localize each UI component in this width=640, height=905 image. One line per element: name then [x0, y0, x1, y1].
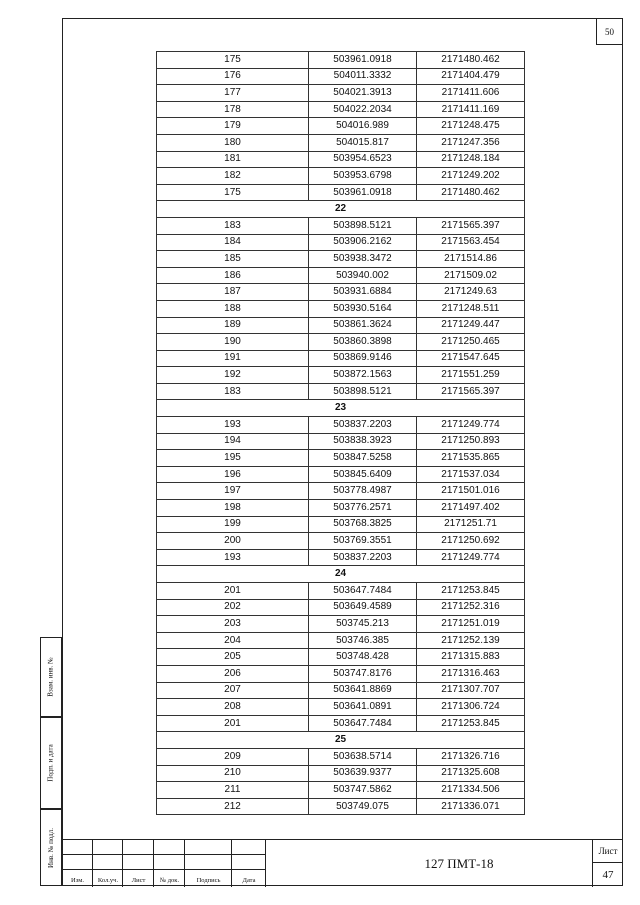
point-number: 184 — [157, 234, 309, 251]
coord-y: 2171253.845 — [417, 715, 525, 732]
point-number: 178 — [157, 101, 309, 118]
point-number: 182 — [157, 168, 309, 185]
coord-y: 2171248.184 — [417, 151, 525, 168]
stamp-podp-label: Подп. и дата — [47, 744, 55, 782]
coord-y: 2171250.692 — [417, 533, 525, 550]
coord-y: 2171306.724 — [417, 699, 525, 716]
point-number: 201 — [157, 715, 309, 732]
point-number: 200 — [157, 533, 309, 550]
coord-x: 503940.002 — [309, 267, 417, 284]
coord-y: 2171248.475 — [417, 118, 525, 135]
coord-y: 2171501.016 — [417, 483, 525, 500]
section-row — [157, 566, 525, 583]
coord-x: 503872.1563 — [309, 367, 417, 384]
table-row — [157, 616, 525, 633]
point-number: 208 — [157, 699, 309, 716]
coord-y: 2171248.511 — [417, 300, 525, 317]
coord-x: 503639.9377 — [309, 765, 417, 782]
table-row — [157, 549, 525, 566]
coord-x: 503961.0918 — [309, 52, 417, 69]
point-number: 181 — [157, 151, 309, 168]
coord-x: 503961.0918 — [309, 184, 417, 201]
coord-x: 503768.3825 — [309, 516, 417, 533]
coord-x: 503749.075 — [309, 798, 417, 815]
point-number: 206 — [157, 665, 309, 682]
coord-y: 2171252.316 — [417, 599, 525, 616]
table-row — [157, 68, 525, 85]
coord-x: 503748.428 — [309, 649, 417, 666]
section-number: 22 — [157, 201, 525, 218]
table-row — [157, 649, 525, 666]
point-number: 175 — [157, 184, 309, 201]
table-row — [157, 516, 525, 533]
table-row — [157, 417, 525, 434]
coord-x: 504022.2034 — [309, 101, 417, 118]
coord-x: 503647.7484 — [309, 715, 417, 732]
coord-x: 503869.9146 — [309, 350, 417, 367]
coord-y: 2171249.774 — [417, 417, 525, 434]
table-row — [157, 699, 525, 716]
table-row — [157, 350, 525, 367]
table-row — [157, 632, 525, 649]
coord-y: 2171251.71 — [417, 516, 525, 533]
coord-y: 2171251.019 — [417, 616, 525, 633]
coord-y: 2171249.447 — [417, 317, 525, 334]
point-number: 187 — [157, 284, 309, 301]
coord-y: 2171480.462 — [417, 52, 525, 69]
coord-x: 503931.6884 — [309, 284, 417, 301]
coord-x: 503647.7484 — [309, 583, 417, 600]
table-row — [157, 715, 525, 732]
point-number: 212 — [157, 798, 309, 815]
point-number: 205 — [157, 649, 309, 666]
table-row — [157, 583, 525, 600]
point-number: 210 — [157, 765, 309, 782]
coord-y: 2171514.86 — [417, 251, 525, 268]
point-number: 211 — [157, 782, 309, 799]
point-number: 186 — [157, 267, 309, 284]
section-number: 23 — [157, 400, 525, 417]
coord-y: 2171404.479 — [417, 68, 525, 85]
col-data: Дата — [242, 877, 256, 884]
coord-x: 503837.2203 — [309, 417, 417, 434]
table-row — [157, 52, 525, 69]
coord-y: 2171565.397 — [417, 383, 525, 400]
coord-y: 2171249.63 — [417, 284, 525, 301]
sheet-box — [592, 840, 623, 887]
coord-y: 2171307.707 — [417, 682, 525, 699]
table-row — [157, 500, 525, 517]
table-row — [157, 466, 525, 483]
point-number: 193 — [157, 549, 309, 566]
table-row — [157, 665, 525, 682]
table-row — [157, 367, 525, 384]
point-number: 185 — [157, 251, 309, 268]
table-row — [157, 151, 525, 168]
table-row — [157, 184, 525, 201]
coord-x: 503847.5258 — [309, 450, 417, 467]
section-row — [157, 732, 525, 749]
coord-x: 503860.3898 — [309, 334, 417, 351]
col-list: Лист — [131, 877, 146, 884]
section-row — [157, 201, 525, 218]
coord-y: 2171326.716 — [417, 748, 525, 765]
coord-y: 2171411.169 — [417, 101, 525, 118]
coord-y: 2171252.139 — [417, 632, 525, 649]
coord-x: 503953.6798 — [309, 168, 417, 185]
coord-x: 503954.6523 — [309, 151, 417, 168]
coord-y: 2171537.034 — [417, 466, 525, 483]
coord-y: 2171551.259 — [417, 367, 525, 384]
coord-x: 503769.3551 — [309, 533, 417, 550]
coord-y: 2171547.645 — [417, 350, 525, 367]
point-number: 189 — [157, 317, 309, 334]
coord-x: 503747.5862 — [309, 782, 417, 799]
table-row — [157, 533, 525, 550]
point-number: 177 — [157, 85, 309, 102]
coord-x: 503641.0891 — [309, 699, 417, 716]
point-number: 198 — [157, 500, 309, 517]
point-number: 209 — [157, 748, 309, 765]
point-number: 207 — [157, 682, 309, 699]
section-number: 25 — [157, 732, 525, 749]
coord-y: 2171325.608 — [417, 765, 525, 782]
point-number: 192 — [157, 367, 309, 384]
table-row — [157, 748, 525, 765]
coord-y: 2171509.02 — [417, 267, 525, 284]
title-block — [62, 839, 623, 886]
coord-y: 2171535.865 — [417, 450, 525, 467]
coord-x: 503938.3472 — [309, 251, 417, 268]
point-number: 197 — [157, 483, 309, 500]
col-koluch: Кол.уч. — [97, 877, 119, 884]
point-number: 193 — [157, 417, 309, 434]
point-number: 183 — [157, 383, 309, 400]
point-number: 190 — [157, 334, 309, 351]
table-row — [157, 101, 525, 118]
point-number: 202 — [157, 599, 309, 616]
table-row — [157, 317, 525, 334]
coord-y: 2171480.462 — [417, 184, 525, 201]
point-number: 191 — [157, 350, 309, 367]
table-row — [157, 217, 525, 234]
table-row — [157, 85, 525, 102]
coord-x: 503778.4987 — [309, 483, 417, 500]
table-row — [157, 118, 525, 135]
stamp-vzam — [40, 637, 62, 717]
coord-x: 503837.2203 — [309, 549, 417, 566]
table-row — [157, 782, 525, 799]
point-number: 183 — [157, 217, 309, 234]
coord-x: 503641.8869 — [309, 682, 417, 699]
table-row — [157, 267, 525, 284]
coord-y: 2171315.883 — [417, 649, 525, 666]
coord-x: 503930.5164 — [309, 300, 417, 317]
coord-y: 2171253.845 — [417, 583, 525, 600]
coord-x: 503649.4589 — [309, 599, 417, 616]
coord-x: 504021.3913 — [309, 85, 417, 102]
page-number: 50 — [596, 18, 623, 45]
coord-y: 2171334.506 — [417, 782, 525, 799]
coord-x: 503746.385 — [309, 632, 417, 649]
table-row — [157, 251, 525, 268]
col-ndok: № док. — [159, 877, 180, 884]
table-row — [157, 334, 525, 351]
section-number: 24 — [157, 566, 525, 583]
point-number: 203 — [157, 616, 309, 633]
coord-x: 503845.6409 — [309, 466, 417, 483]
table-row — [157, 300, 525, 317]
stamp-podp — [40, 717, 62, 809]
table-row — [157, 234, 525, 251]
col-izm: Изм. — [71, 877, 84, 884]
point-number: 195 — [157, 450, 309, 467]
point-number: 204 — [157, 632, 309, 649]
coord-y: 2171563.454 — [417, 234, 525, 251]
stamp-vzam-label: Взам. инв. № — [47, 657, 56, 697]
sheet-number: 47 — [593, 862, 623, 887]
coord-y: 2171247.356 — [417, 134, 525, 151]
section-row — [157, 400, 525, 417]
table-row — [157, 383, 525, 400]
coordinates-table-body — [157, 52, 525, 815]
stamp-inv — [40, 809, 62, 886]
coord-y: 2171316.463 — [417, 665, 525, 682]
point-number: 179 — [157, 118, 309, 135]
coord-y: 2171336.071 — [417, 798, 525, 815]
coord-y: 2171250.893 — [417, 433, 525, 450]
coord-y: 2171249.202 — [417, 168, 525, 185]
sheet-label: Лист — [598, 846, 618, 856]
stamp-inv-label: Инв. № подл. — [47, 827, 56, 868]
table-row — [157, 450, 525, 467]
coord-y: 2171250.465 — [417, 334, 525, 351]
document-code: 127 ПМТ-18 — [424, 855, 494, 871]
coord-x: 503745.213 — [309, 616, 417, 633]
coord-y: 2171411.606 — [417, 85, 525, 102]
table-row — [157, 433, 525, 450]
coord-x: 503776.2571 — [309, 500, 417, 517]
table-row — [157, 682, 525, 699]
coord-y: 2171497.402 — [417, 500, 525, 517]
coord-x: 504011.3332 — [309, 68, 417, 85]
coord-x: 503861.3624 — [309, 317, 417, 334]
point-number: 194 — [157, 433, 309, 450]
point-number: 180 — [157, 134, 309, 151]
table-row — [157, 168, 525, 185]
coord-x: 504015.817 — [309, 134, 417, 151]
coordinates-table — [156, 51, 525, 815]
coord-y: 2171249.774 — [417, 549, 525, 566]
table-row — [157, 599, 525, 616]
point-number: 175 — [157, 52, 309, 69]
coord-x: 503898.5121 — [309, 383, 417, 400]
coord-x: 503747.8176 — [309, 665, 417, 682]
table-row — [157, 798, 525, 815]
table-row — [157, 483, 525, 500]
coord-y: 2171565.397 — [417, 217, 525, 234]
coord-x: 504016.989 — [309, 118, 417, 135]
point-number: 176 — [157, 68, 309, 85]
coord-x: 503838.3923 — [309, 433, 417, 450]
point-number: 188 — [157, 300, 309, 317]
point-number: 196 — [157, 466, 309, 483]
point-number: 199 — [157, 516, 309, 533]
coord-x: 503898.5121 — [309, 217, 417, 234]
table-row — [157, 134, 525, 151]
col-podpis: Подпись — [196, 877, 221, 884]
coord-x: 503638.5714 — [309, 748, 417, 765]
point-number: 201 — [157, 583, 309, 600]
table-row — [157, 284, 525, 301]
table-row — [157, 765, 525, 782]
coord-x: 503906.2162 — [309, 234, 417, 251]
